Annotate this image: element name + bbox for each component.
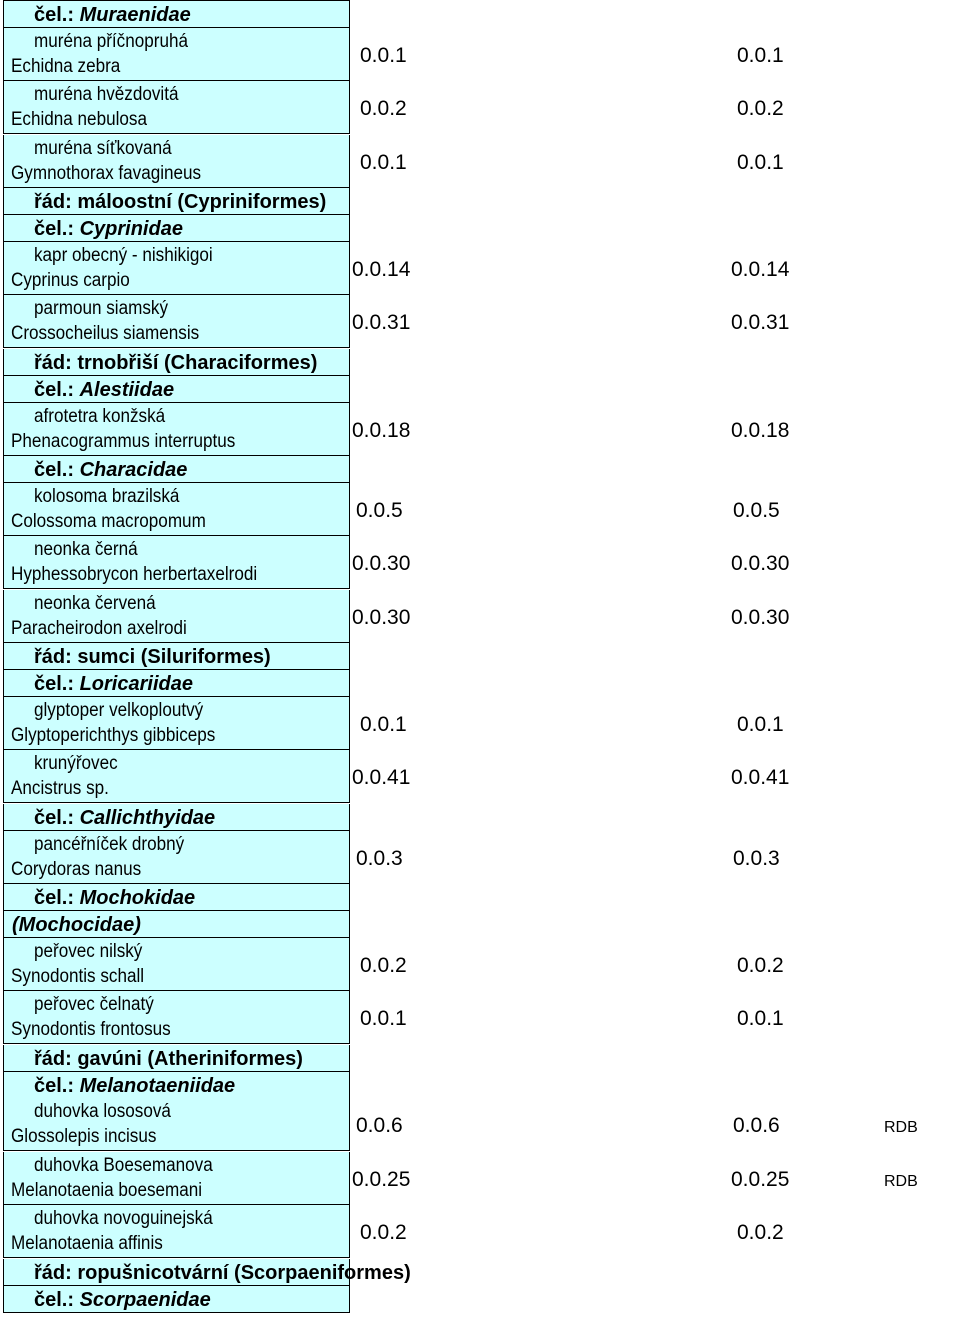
count-value-2: 0.0.30 bbox=[731, 552, 790, 576]
order-row bbox=[0, 643, 960, 670]
count-value-2: 0.0.41 bbox=[731, 766, 790, 790]
order-row bbox=[0, 349, 960, 376]
latin-name: Ancistrus sp. bbox=[11, 778, 109, 800]
czech-name: parmoun siamský bbox=[34, 298, 169, 320]
count-value-1: 0.0.41 bbox=[352, 766, 411, 790]
family-label: (Mochocidae) bbox=[12, 914, 141, 936]
czech-name: peřovec čelnatý bbox=[34, 994, 154, 1016]
count-value-2: 0.0.14 bbox=[731, 257, 790, 281]
name-cell bbox=[3, 28, 350, 81]
family-row bbox=[0, 456, 960, 483]
species-row bbox=[0, 403, 960, 456]
species-row bbox=[0, 831, 960, 884]
family-row bbox=[0, 1286, 960, 1313]
latin-name: Paracheirodon axelrodi bbox=[11, 617, 187, 639]
name-cell bbox=[3, 884, 350, 911]
order-row bbox=[0, 188, 960, 215]
count-value-2: 0.0.2 bbox=[737, 1221, 784, 1245]
species-row bbox=[0, 1152, 960, 1205]
latin-name: Corydoras nanus bbox=[11, 858, 142, 880]
species-row bbox=[0, 81, 960, 134]
latin-name: Echidna nebulosa bbox=[11, 109, 147, 131]
name-cell bbox=[3, 1259, 411, 1286]
count-value-2: 0.0.5 bbox=[733, 498, 780, 522]
species-row bbox=[0, 750, 960, 803]
species-row bbox=[0, 697, 960, 750]
count-value-1: 0.0.2 bbox=[360, 97, 407, 121]
name-cell bbox=[3, 938, 350, 991]
name-cell bbox=[3, 81, 350, 134]
name-cell bbox=[3, 376, 350, 403]
count-value-2: 0.0.1 bbox=[737, 1007, 784, 1031]
order-label: řád: sumci (Siluriformes) bbox=[34, 646, 271, 669]
count-value-1: 0.0.14 bbox=[352, 257, 411, 281]
family-row bbox=[0, 215, 960, 242]
latin-name: Melanotaenia affinis bbox=[11, 1233, 163, 1255]
species-row bbox=[0, 295, 960, 348]
count-value-2: 0.0.1 bbox=[737, 43, 784, 67]
family-row bbox=[0, 1, 960, 28]
count-value-1: 0.0.30 bbox=[352, 552, 411, 576]
name-cell bbox=[3, 1045, 350, 1072]
species-row bbox=[0, 28, 960, 81]
count-value-2: 0.0.1 bbox=[737, 150, 784, 174]
name-cell bbox=[3, 349, 350, 376]
name-cell bbox=[3, 750, 350, 803]
latin-name: Synodontis frontosus bbox=[11, 1019, 171, 1041]
czech-name: kolosoma brazilská bbox=[34, 485, 180, 507]
latin-name: Gymnothorax favagineus bbox=[11, 162, 202, 184]
order-row bbox=[0, 1259, 960, 1286]
name-cell bbox=[3, 215, 350, 242]
order-label: řád: trnobřiší (Characiformes) bbox=[34, 351, 318, 374]
czech-name: glyptoper velkoploutvý bbox=[34, 699, 204, 721]
name-cell bbox=[3, 1098, 350, 1151]
rdb-note: RDB bbox=[884, 1119, 918, 1137]
species-row bbox=[0, 991, 960, 1044]
name-cell bbox=[3, 590, 350, 643]
count-value-1: 0.0.1 bbox=[360, 43, 407, 67]
name-cell bbox=[3, 1286, 350, 1313]
czech-name: afrotetra konžská bbox=[34, 405, 166, 427]
czech-name: muréna síťkovaná bbox=[34, 137, 172, 159]
latin-name: Melanotaenia boesemani bbox=[11, 1179, 203, 1201]
count-value-2: 0.0.2 bbox=[737, 97, 784, 121]
name-cell bbox=[3, 831, 350, 884]
name-cell bbox=[3, 1, 350, 28]
family-row bbox=[0, 804, 960, 831]
count-value-1: 0.0.6 bbox=[356, 1114, 403, 1138]
count-value-2: 0.0.2 bbox=[737, 953, 784, 977]
latin-name: Glyptoperichthys gibbiceps bbox=[11, 724, 216, 746]
count-value-2: 0.0.18 bbox=[731, 418, 790, 442]
name-cell bbox=[3, 456, 350, 483]
name-cell bbox=[3, 1072, 350, 1099]
czech-name: muréna příčnopruhá bbox=[34, 30, 188, 52]
species-row bbox=[0, 938, 960, 991]
latin-name: Synodontis schall bbox=[11, 965, 145, 987]
name-cell bbox=[3, 188, 350, 215]
count-value-1: 0.0.3 bbox=[356, 846, 403, 870]
count-value-1: 0.0.1 bbox=[360, 1007, 407, 1031]
species-row bbox=[0, 135, 960, 188]
latin-name: Colossoma macropomum bbox=[11, 510, 206, 532]
family-label: čel.: Cyprinidae bbox=[34, 218, 183, 241]
count-value-1: 0.0.5 bbox=[356, 498, 403, 522]
family-row bbox=[0, 1072, 960, 1099]
czech-name: duhovka lososová bbox=[34, 1101, 171, 1123]
czech-name: kapr obecný - nishikigoi bbox=[34, 244, 213, 266]
latin-name: Glossolepis incisus bbox=[11, 1126, 157, 1148]
family-label: čel.: Callichthyidae bbox=[34, 806, 216, 829]
species-row bbox=[0, 1098, 960, 1151]
count-value-2: 0.0.31 bbox=[731, 311, 790, 335]
czech-name: pancéřníček drobný bbox=[34, 833, 185, 855]
family-label: čel.: Characidae bbox=[34, 459, 188, 481]
name-cell bbox=[3, 670, 350, 697]
species-row bbox=[0, 590, 960, 643]
family-label: čel.: Mochokidae bbox=[34, 887, 196, 910]
name-cell bbox=[3, 135, 350, 188]
czech-name: peřovec nilský bbox=[34, 940, 143, 962]
count-value-1: 0.0.2 bbox=[360, 1221, 407, 1245]
family-row bbox=[0, 670, 960, 697]
order-label: řád: máloostní (Cypriniformes) bbox=[34, 191, 327, 214]
name-cell bbox=[3, 804, 350, 831]
count-value-2: 0.0.1 bbox=[737, 712, 784, 736]
name-cell bbox=[3, 295, 350, 348]
family-label: čel.: Scorpaenidae bbox=[34, 1288, 211, 1311]
count-value-2: 0.0.3 bbox=[733, 846, 780, 870]
order-label: řád: ropušnicotvární (Scorpaeniformes) bbox=[34, 1261, 411, 1284]
name-cell bbox=[3, 242, 350, 295]
name-cell bbox=[3, 483, 350, 536]
name-cell bbox=[3, 911, 350, 938]
count-value-1: 0.0.30 bbox=[352, 605, 411, 629]
name-cell bbox=[3, 643, 350, 670]
order-row bbox=[0, 1045, 960, 1072]
name-cell bbox=[3, 1152, 350, 1205]
name-cell bbox=[3, 991, 350, 1044]
name-cell bbox=[3, 536, 350, 589]
latin-name: Phenacogrammus interruptus bbox=[11, 430, 236, 452]
count-value-1: 0.0.1 bbox=[360, 150, 407, 174]
czech-name: krunýřovec bbox=[34, 753, 118, 775]
family-label: čel.: Alestiidae bbox=[34, 378, 175, 401]
order-label: řád: gavúni (Atheriniformes) bbox=[34, 1047, 303, 1070]
count-value-1: 0.0.18 bbox=[352, 418, 411, 442]
family-row bbox=[0, 376, 960, 403]
latin-name: Echidna zebra bbox=[11, 55, 121, 77]
czech-name: neonka černá bbox=[34, 539, 138, 561]
count-value-2: 0.0.6 bbox=[733, 1114, 780, 1138]
count-value-1: 0.0.31 bbox=[352, 311, 411, 335]
species-row bbox=[0, 1205, 960, 1258]
species-row bbox=[0, 536, 960, 589]
family-label: čel.: Loricariidae bbox=[34, 673, 193, 696]
czech-name: duhovka novoguinejská bbox=[34, 1208, 213, 1230]
count-value-1: 0.0.2 bbox=[360, 953, 407, 977]
czech-name: neonka červená bbox=[34, 592, 156, 614]
czech-name: muréna hvězdovitá bbox=[34, 84, 179, 106]
count-value-1: 0.0.25 bbox=[352, 1167, 411, 1191]
latin-name: Cyprinus carpio bbox=[11, 269, 130, 291]
family-row bbox=[0, 911, 960, 938]
name-cell bbox=[3, 697, 350, 750]
rdb-note: RDB bbox=[884, 1172, 918, 1190]
family-label: čel.: Melanotaeniidae bbox=[34, 1074, 236, 1097]
name-cell bbox=[3, 1205, 350, 1258]
family-row bbox=[0, 884, 960, 911]
count-value-2: 0.0.30 bbox=[731, 605, 790, 629]
family-label: čel.: Muraenidae bbox=[34, 4, 191, 26]
latin-name: Hyphessobrycon herbertaxelrodi bbox=[11, 564, 258, 586]
species-row bbox=[0, 242, 960, 295]
czech-name: duhovka Boesemanova bbox=[34, 1154, 213, 1176]
count-value-1: 0.0.1 bbox=[360, 712, 407, 736]
species-row bbox=[0, 483, 960, 536]
name-cell bbox=[3, 403, 350, 456]
count-value-2: 0.0.25 bbox=[731, 1167, 790, 1191]
latin-name: Crossocheilus siamensis bbox=[11, 323, 200, 345]
